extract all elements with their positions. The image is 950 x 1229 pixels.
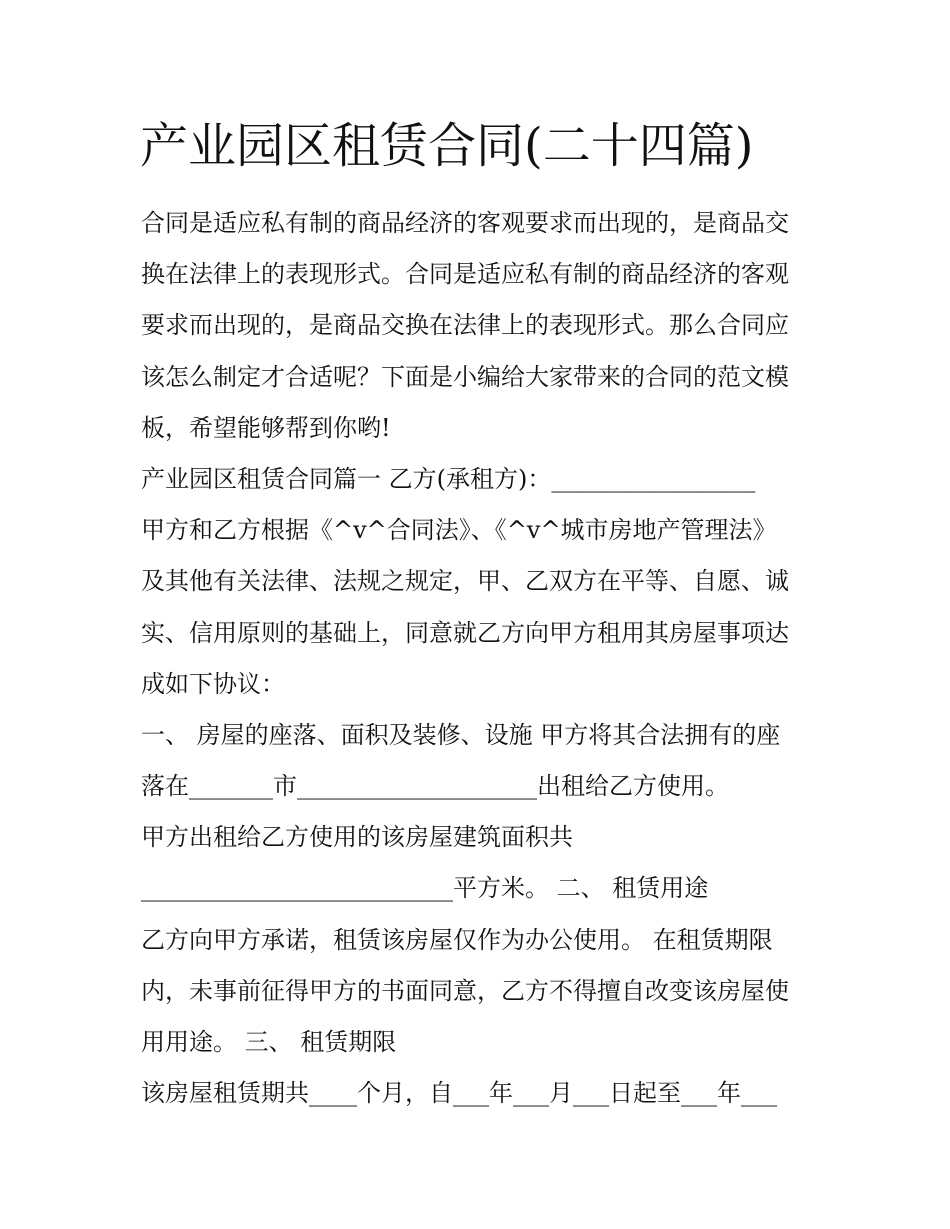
paragraph-line: 产业园区租赁合同篇一 乙方(承租方)：_________________ <box>141 464 756 493</box>
paragraph-line: 板，希望能够帮到你哟! <box>141 413 391 442</box>
document-body <box>141 198 821 1119</box>
paragraph-line: 内，未事前征得甲方的书面同意，乙方不得擅自改变该房屋使 <box>141 976 789 1005</box>
paragraph-line: 甲方出租给乙方使用的该房屋建筑面积共 <box>141 823 573 852</box>
paragraph-line: 要求而出现的，是商品交换在法律上的表现形式。那么合同应 <box>141 311 789 340</box>
paragraph-line: __________________________平方米。 二、 租赁用途 <box>141 874 709 903</box>
paragraph-line: 合同是适应私有制的商品经济的客观要求而出现的，是商品交 <box>141 209 789 237</box>
document-title: 产业园区租赁合同(二十四篇) <box>140 118 754 174</box>
paragraph-line: 换在法律上的表现形式。合同是适应私有制的商品经济的客观 <box>141 260 789 289</box>
paragraph-line: 该怎么制定才合适呢？下面是小编给大家带来的合同的范文模 <box>141 362 789 391</box>
paragraph-line: 落在_______市____________________出租给乙方使用。 <box>141 772 729 801</box>
paragraph-line: 乙方向甲方承诺，租赁该房屋仅作为办公使用。 在租赁期限 <box>141 925 773 954</box>
paragraph-line: 一、 房屋的座落、面积及装修、设施 甲方将其合法拥有的座 <box>141 720 781 749</box>
paragraph-line: 及其他有关法律、法规之规定，甲、乙双方在平等、自愿、诚 <box>141 567 789 596</box>
paragraph-line: 用用途。 三、 租赁期限 <box>141 1028 397 1056</box>
paragraph-line: 甲方和乙方根据《^v^合同法》、《^v^城市房地产管理法》 <box>141 516 777 545</box>
paragraph-line: 该房屋租赁期共____个月，自___年___月___日起至___年___ <box>141 1079 777 1108</box>
paragraph-line: 成如下协议： <box>141 669 285 698</box>
paragraph-line: 实、信用原则的基础上，同意就乙方向甲方租用其房屋事项达 <box>141 618 789 647</box>
